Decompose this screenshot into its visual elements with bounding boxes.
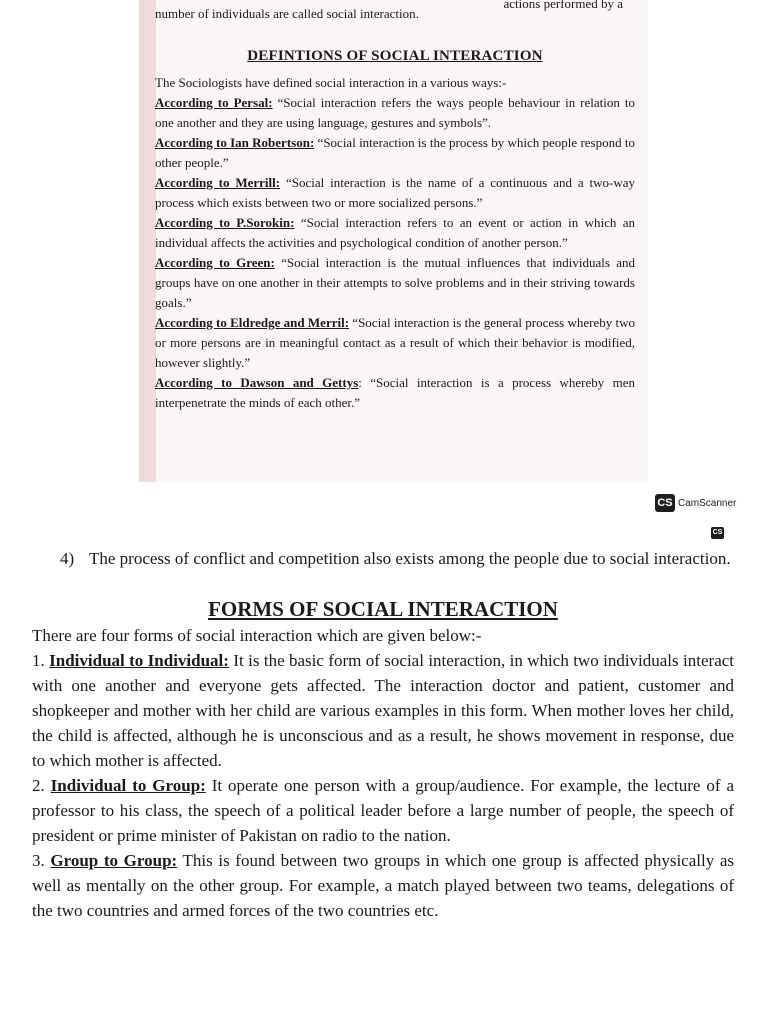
form-label: Individual to Group: [50, 776, 206, 795]
definition-green [155, 253, 635, 313]
bottom-page-content [32, 546, 734, 923]
camscanner-watermark [655, 494, 736, 512]
definition-label: According to Persal: [155, 95, 273, 110]
definition-text: “Social interaction is the name of a continuous and a two-way process which exists between two or more socialized persons.” [155, 175, 636, 210]
top-page-content [155, 0, 635, 413]
definition-text: “Social interaction is the process by which people respond to other people.” [155, 135, 635, 170]
form-label: Group to Group: [50, 851, 178, 870]
continuation-text-right: actions performed by a [503, 0, 623, 11]
forms-heading: FORMS OF SOCIAL INTERACTION [208, 597, 558, 621]
definition-eldredge-merril [155, 313, 635, 373]
definition-text: “Social interaction refers the ways people behaviour in relation to one another and they are using language, gestures and symbols”. [155, 95, 635, 130]
definition-label: According to Dawson and Gettys [155, 375, 359, 390]
definition-sorokin [155, 213, 635, 253]
definitions-heading: DEFINTIONS OF SOCIAL INTERACTION [247, 48, 543, 64]
top-scanned-page [0, 0, 768, 490]
forms-intro: There are four forms of social interaction which are given below:- [32, 626, 482, 645]
continuation-text-left: number of individuals are called social interaction. [155, 6, 419, 21]
definition-ian-robertson [155, 133, 635, 173]
form-text: This is found between two groups in which one group is affected physically as well as mentally on the other group. For example, a match played between two teams, delegations of the two countries and armed forces of the two countries etc. [32, 851, 734, 920]
bottom-scanned-page [0, 546, 768, 1024]
continuation-line [155, 0, 635, 24]
definitions-intro: The Sociologists have defined social interaction in a various ways:- [155, 75, 507, 90]
list-item-text: The process of conflict and competition also exists among the people due to social interaction. [89, 549, 731, 568]
camscanner-small-logo-icon: CS [711, 527, 724, 539]
form-individual-to-group [32, 773, 734, 848]
definition-dawson-gettys [155, 373, 635, 413]
form-label: Individual to Individual: [49, 651, 229, 670]
definition-label: According to Eldredge and Merril: [155, 315, 350, 330]
camscanner-logo-icon: CS [655, 494, 675, 512]
list-item-4 [32, 546, 734, 571]
definition-persal [155, 93, 635, 133]
form-group-to-group [32, 848, 734, 923]
definition-text: : “Social interaction is a process whereby men interpenetrate the minds of each other.” [155, 375, 635, 410]
camscanner-brand-text: CamScanner [678, 497, 737, 509]
form-number: 2. [32, 776, 51, 795]
definition-text: “Social interaction refers to an event or action in which an individual affects the activities and psychological condition of another person.” [155, 215, 636, 250]
form-individual-to-individual [32, 648, 734, 773]
form-number: 1. [32, 651, 50, 670]
form-number: 3. [32, 851, 51, 870]
form-text: It is the basic form of social interaction, in which two individuals interact with one another and everyone gets affected. The interaction doctor and patient, customer and shopkeeper and mother with her child are various examples in this form. When mother loves her child, the child is affected, although he is unconscious and as a result, he shows movement in response, due to which mother is affected. [32, 651, 735, 770]
definition-label: According to Green: [155, 255, 275, 270]
definition-text: “Social interaction is the mutual influences that individuals and groups have on one another in their attempts to solve problems and in their striving towards goals.” [155, 255, 635, 310]
definition-label: According to Ian Robertson: [155, 135, 315, 150]
definition-text: “Social interaction is the general process whereby two or more persons are in meaningful contact as a result of which their behavior is modified, however slightly.” [155, 315, 635, 370]
form-text: It operate one person with a group/audience. For example, the lecture of a professor to his class, the speech of a political leader before a large number of people, the speech of president or prime minister of Pakistan on radio to the nation. [32, 776, 735, 845]
definition-label: According to P.Sorokin: [155, 215, 295, 230]
list-item-number: 4) [60, 549, 75, 568]
page-edge-strip [139, 0, 156, 482]
definition-merrill [155, 173, 635, 213]
definition-label: According to Merrill: [155, 175, 281, 190]
